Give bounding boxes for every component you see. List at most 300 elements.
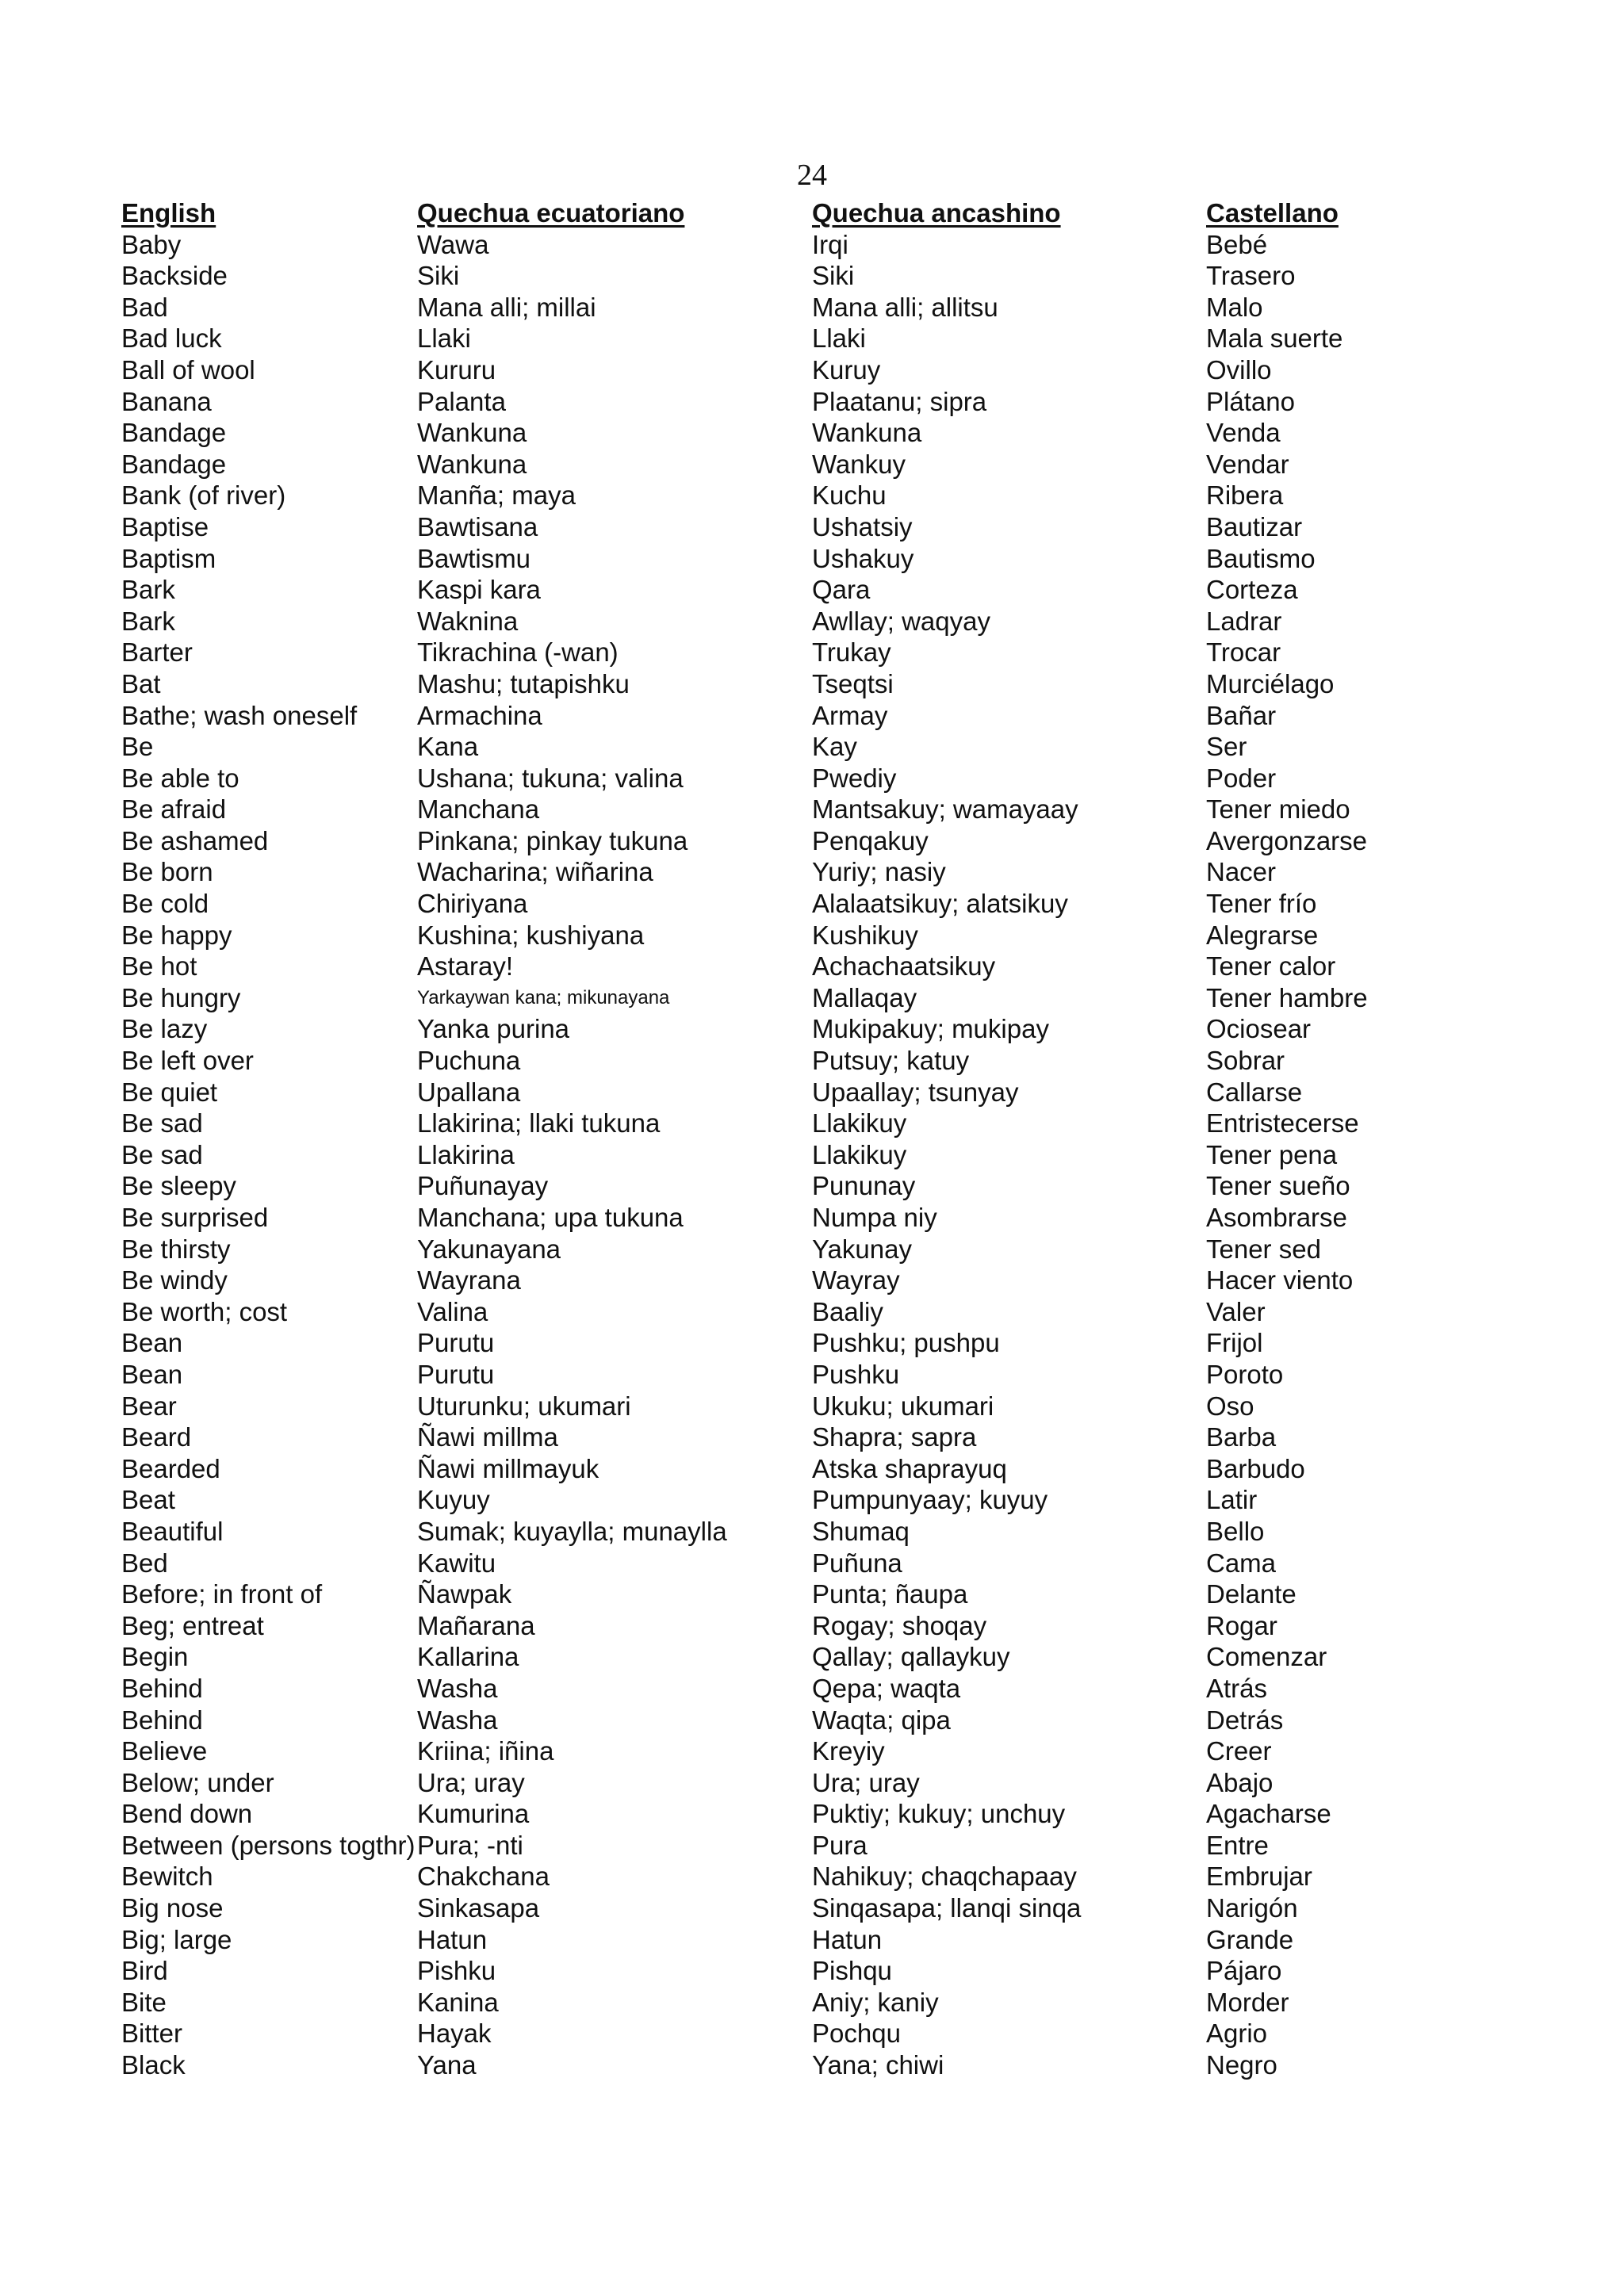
english-term: Be worth; cost (121, 1296, 288, 1326)
table-row (121, 229, 1507, 261)
castellano-term: Oso (1206, 1391, 1254, 1421)
table-row (121, 1673, 1507, 1705)
table-row (121, 888, 1507, 920)
quechua-ecuatoriano-term: Wayrana (417, 1265, 521, 1295)
english-term: Bean (121, 1359, 183, 1389)
table-row (121, 1265, 1507, 1296)
quechua-ecuatoriano-term: Siki (417, 261, 460, 291)
quechua-ecuatoriano-term: Washa (417, 1705, 498, 1735)
english-term: Bat (121, 668, 161, 698)
quechua-ecuatoriano-term: Washa (417, 1673, 498, 1703)
quechua-ancashino-term: Shumaq (812, 1516, 910, 1546)
english-term: Be thirsty (121, 1234, 231, 1264)
english-term: Be sad (121, 1139, 203, 1169)
english-term: Bark (121, 575, 175, 605)
quechua-ecuatoriano-term: Chiriyana (417, 889, 528, 919)
english-term: Be able to (121, 763, 239, 793)
english-term: Beg; entreat (121, 1610, 264, 1640)
english-term: Be born (121, 857, 213, 887)
castellano-term: Latir (1206, 1485, 1258, 1515)
castellano-term: Bautismo (1206, 543, 1316, 573)
quechua-ecuatoriano-term: Wankuna (417, 449, 527, 479)
column-header-quechua-ancashino: Quechua ancashino (812, 198, 1061, 228)
quechua-ecuatoriano-term: Valina (417, 1296, 488, 1326)
castellano-term: Agrio (1206, 2019, 1268, 2049)
quechua-ecuatoriano-term: Sinkasapa (417, 1893, 540, 1923)
table-row (121, 982, 1507, 1014)
page-number: 24 (797, 159, 827, 192)
table-row (121, 1798, 1507, 1830)
english-term: Before; in front of (121, 1579, 323, 1609)
quechua-ecuatoriano-term: Ñawpak (417, 1579, 512, 1609)
table-row (121, 1987, 1507, 2019)
quechua-ancashino-term: Pushku (812, 1359, 900, 1389)
quechua-ecuatoriano-term: Kawitu (417, 1548, 496, 1578)
table-row (121, 1170, 1507, 1202)
quechua-ancashino-term: Mana alli; allitsu (812, 292, 998, 322)
castellano-term: Tener hambre (1206, 982, 1368, 1012)
quechua-ancashino-term: Puñuna (812, 1548, 902, 1578)
castellano-term: Negro (1206, 2050, 1277, 2080)
quechua-ancashino-term: Yana; chiwi (812, 2050, 944, 2080)
english-term: Be hungry (121, 982, 241, 1012)
english-term: Bearded (121, 1453, 220, 1483)
english-term: Banana (121, 386, 212, 416)
castellano-term: Ser (1206, 732, 1247, 762)
castellano-term: Ladrar (1206, 606, 1282, 636)
quechua-ecuatoriano-term: Kanina (417, 1987, 499, 2017)
quechua-ancashino-term: Ukuku; ukumari (812, 1391, 994, 1421)
castellano-term: Bautizar (1206, 511, 1303, 541)
column-header-quechua-ecuatoriano: Quechua ecuatoriano (417, 198, 685, 228)
quechua-ecuatoriano-term: Hayak (417, 2019, 492, 2049)
english-term: Black (121, 2050, 186, 2080)
quechua-ecuatoriano-term: Purutu (417, 1328, 495, 1358)
castellano-term: Ribera (1206, 480, 1284, 511)
quechua-ancashino-term: Pochqu (812, 2019, 901, 2049)
castellano-term: Rogar (1206, 1610, 1277, 1640)
quechua-ecuatoriano-term: Llaki (417, 323, 471, 354)
english-term: Bad luck (121, 323, 222, 354)
quechua-ecuatoriano-term: Yanka purina (417, 1014, 570, 1044)
castellano-term: Poder (1206, 763, 1277, 793)
quechua-ancashino-term: Rogay; shoqay (812, 1610, 987, 1640)
castellano-term: Tener sed (1206, 1234, 1321, 1264)
quechua-ancashino-term: Sinqasapa; llanqi sinqa (812, 1893, 1082, 1923)
quechua-ecuatoriano-term: Pinkana; pinkay tukuna (417, 825, 688, 855)
quechua-ecuatoriano-term: Upallana (417, 1077, 521, 1107)
castellano-term: Corteza (1206, 575, 1298, 605)
castellano-term: Trocar (1206, 637, 1281, 668)
quechua-ancashino-term: Llakikuy (812, 1139, 907, 1169)
english-term: Be hot (121, 951, 197, 982)
quechua-ecuatoriano-term: Ura; uray (417, 1767, 525, 1797)
table-row (121, 1108, 1507, 1139)
quechua-ancashino-term: Kreyiy (812, 1736, 885, 1766)
table-row (121, 856, 1507, 888)
castellano-term: Ovillo (1206, 354, 1272, 385)
castellano-term: Malo (1206, 292, 1263, 322)
table-row (121, 1202, 1507, 1234)
quechua-ancashino-term: Wankuna (812, 418, 922, 448)
quechua-ecuatoriano-term: Kuyuy (417, 1485, 490, 1515)
castellano-term: Entre (1206, 1830, 1269, 1860)
quechua-ecuatoriano-term: Mañarana (417, 1610, 535, 1640)
quechua-ecuatoriano-term: Pishku (417, 1956, 496, 1986)
quechua-ancashino-term: Irqi (812, 229, 848, 259)
quechua-ancashino-term: Qara (812, 575, 871, 605)
table-row (121, 1327, 1507, 1359)
quechua-ancashino-term: Pumpunyaay; kuyuy (812, 1485, 1048, 1515)
quechua-ancashino-term: Llakikuy (812, 1108, 907, 1138)
quechua-ecuatoriano-term: Llakirina (417, 1139, 515, 1169)
quechua-ecuatoriano-term: Bawtismu (417, 543, 531, 573)
column-header-english: English (121, 198, 216, 228)
quechua-ancashino-term: Putsuy; katuy (812, 1046, 970, 1076)
table-row (121, 1548, 1507, 1579)
castellano-term: Atrás (1206, 1673, 1268, 1703)
table-row (121, 1234, 1507, 1265)
quechua-ecuatoriano-term: Bawtisana (417, 511, 538, 541)
table-row (121, 1578, 1507, 1610)
quechua-ecuatoriano-term: Mashu; tutapishku (417, 668, 630, 698)
table-row (121, 1705, 1507, 1736)
quechua-ancashino-term: Llaki (812, 323, 866, 354)
table-row (121, 920, 1507, 951)
english-term: Bird (121, 1956, 168, 1986)
english-term: Ball of wool (121, 354, 255, 385)
english-term: Bathe; wash oneself (121, 700, 358, 730)
castellano-term: Bebé (1206, 229, 1268, 259)
table-row (121, 1359, 1507, 1391)
english-term: Be happy (121, 920, 232, 950)
column-header-castellano: Castellano (1206, 198, 1339, 228)
quechua-ecuatoriano-term: Kushina; kushiyana (417, 920, 645, 950)
quechua-ancashino-term: Pwediy (812, 763, 897, 793)
castellano-term: Hacer viento (1206, 1265, 1354, 1295)
castellano-term: Narigón (1206, 1893, 1298, 1923)
quechua-ecuatoriano-term: Kumurina (417, 1799, 530, 1829)
table-row (121, 1296, 1507, 1328)
table-row (121, 951, 1507, 982)
castellano-term: Valer (1206, 1296, 1266, 1326)
quechua-ancashino-term: Pishqu (812, 1956, 892, 1986)
table-row (121, 794, 1507, 825)
english-term: Bend down (121, 1799, 253, 1829)
table-row (121, 1077, 1507, 1108)
table-row (121, 292, 1507, 323)
glossary-table (121, 197, 1507, 2081)
quechua-ancashino-term: Waqta; qipa (812, 1705, 951, 1735)
castellano-term: Detrás (1206, 1705, 1284, 1735)
castellano-term: Barbudo (1206, 1453, 1305, 1483)
english-term: Bed (121, 1548, 168, 1578)
english-term: Be quiet (121, 1077, 218, 1107)
table-row (121, 1767, 1507, 1799)
table-row (121, 1955, 1507, 1987)
english-term: Beat (121, 1485, 175, 1515)
quechua-ancashino-term: Yakunay (812, 1234, 912, 1264)
quechua-ancashino-term: Numpa niy (812, 1203, 937, 1232)
castellano-term: Cama (1206, 1548, 1277, 1578)
castellano-term: Plátano (1206, 386, 1295, 416)
table-row (121, 260, 1507, 292)
table-row (121, 543, 1507, 575)
english-term: Be windy (121, 1265, 228, 1295)
castellano-term: Abajo (1206, 1767, 1274, 1797)
quechua-ancashino-term: Plaatanu; sipra (812, 386, 987, 416)
english-term: Barter (121, 637, 193, 668)
table-row (121, 606, 1507, 637)
english-term: Be cold (121, 889, 209, 919)
quechua-ecuatoriano-term: Yakunayana (417, 1234, 561, 1264)
quechua-ecuatoriano-term: Manchana; upa tukuna (417, 1203, 684, 1232)
quechua-ancashino-term: Mantsakuy; wamayaay (812, 794, 1078, 825)
castellano-term: Frijol (1206, 1328, 1263, 1358)
quechua-ecuatoriano-term: Manchana (417, 794, 540, 825)
quechua-ancashino-term: Mukipakuy; mukipay (812, 1014, 1049, 1044)
header-row (121, 197, 1507, 229)
english-term: Behind (121, 1673, 203, 1703)
castellano-term: Morder (1206, 1987, 1289, 2017)
quechua-ancashino-term: Wankuy (812, 449, 906, 479)
quechua-ecuatoriano-term: Sumak; kuyaylla; munaylla (417, 1516, 727, 1546)
quechua-ancashino-term: Puktiy; kukuy; unchuy (812, 1799, 1066, 1829)
table-row (121, 1391, 1507, 1422)
table-row (121, 2018, 1507, 2049)
english-term: Be sad (121, 1108, 203, 1138)
quechua-ecuatoriano-term: Ushana; tukuna; valina (417, 763, 684, 793)
quechua-ancashino-term: Atska shaprayuq (812, 1453, 1007, 1483)
quechua-ecuatoriano-term: Kana (417, 732, 479, 762)
table-row (121, 637, 1507, 668)
quechua-ancashino-term: Ushatsiy (812, 511, 913, 541)
table-row (121, 763, 1507, 794)
quechua-ancashino-term: Upaallay; tsunyay (812, 1077, 1019, 1107)
quechua-ecuatoriano-term: Astaray! (417, 951, 514, 982)
table-row (121, 1924, 1507, 1956)
castellano-term: Delante (1206, 1579, 1297, 1609)
english-term: Bear (121, 1391, 177, 1421)
english-term: Bite (121, 1987, 167, 2017)
quechua-ancashino-term: Kuruy (812, 354, 881, 385)
english-term: Beautiful (121, 1516, 224, 1546)
english-term: Baby (121, 229, 182, 259)
castellano-term: Tener pena (1206, 1139, 1338, 1169)
table-row (121, 731, 1507, 763)
table-row (121, 700, 1507, 732)
table-row (121, 1045, 1507, 1077)
castellano-term: Embrujar (1206, 1862, 1312, 1892)
quechua-ancashino-term: Achachaatsikuy (812, 951, 996, 982)
castellano-term: Asombrarse (1206, 1203, 1347, 1232)
quechua-ecuatoriano-term: Uturunku; ukumari (417, 1391, 631, 1421)
table-row (121, 386, 1507, 418)
quechua-ecuatoriano-term: Chakchana (417, 1862, 550, 1892)
table-row (121, 668, 1507, 700)
quechua-ecuatoriano-term: Ñawi millmayuk (417, 1453, 599, 1483)
castellano-term: Grande (1206, 1924, 1294, 1954)
english-term: Believe (121, 1736, 208, 1766)
quechua-ancashino-term: Kushikuy (812, 920, 918, 950)
quechua-ecuatoriano-term: Armachina (417, 700, 542, 730)
english-term: Big; large (121, 1924, 232, 1954)
quechua-ancashino-term: Baaliy (812, 1296, 883, 1326)
quechua-ancashino-term: Ura; uray (812, 1767, 920, 1797)
castellano-term: Tener frío (1206, 889, 1317, 919)
english-term: Be ashamed (121, 825, 269, 855)
quechua-ancashino-term: Wayray (812, 1265, 900, 1295)
quechua-ecuatoriano-term: Purutu (417, 1359, 495, 1389)
castellano-term: Agacharse (1206, 1799, 1331, 1829)
quechua-ancashino-term: Qepa; waqta (812, 1673, 961, 1703)
table-row (121, 1641, 1507, 1673)
quechua-ecuatoriano-term: Yana (417, 2050, 477, 2080)
castellano-term: Avergonzarse (1206, 825, 1368, 855)
castellano-term: Murciélago (1206, 668, 1335, 698)
castellano-term: Nacer (1206, 857, 1277, 887)
quechua-ancashino-term: Qallay; qallaykuy (812, 1642, 1010, 1672)
quechua-ancashino-term: Pushku; pushpu (812, 1328, 1000, 1358)
table-row (121, 1830, 1507, 1862)
english-term: Baptise (121, 511, 209, 541)
quechua-ecuatoriano-term: Wawa (417, 229, 489, 259)
quechua-ancashino-term: Punta; ñaupa (812, 1579, 968, 1609)
english-term: Be lazy (121, 1014, 208, 1044)
quechua-ancashino-term: Siki (812, 261, 855, 291)
quechua-ancashino-term: Kay (812, 732, 857, 762)
english-term: Bean (121, 1328, 183, 1358)
table-row (121, 574, 1507, 606)
table-row (121, 1861, 1507, 1892)
quechua-ecuatoriano-term: Kururu (417, 354, 496, 385)
quechua-ancashino-term: Aniy; kaniy (812, 1987, 939, 2017)
english-term: Be sleepy (121, 1171, 236, 1201)
quechua-ancashino-term: Mallaqay (812, 982, 917, 1012)
table-row (121, 1139, 1507, 1171)
table-row (121, 1484, 1507, 1516)
castellano-term: Alegrarse (1206, 920, 1319, 950)
english-term: Bitter (121, 2019, 183, 2049)
quechua-ancashino-term: Shapra; sapra (812, 1422, 977, 1452)
quechua-ecuatoriano-term: Yarkaywan kana; mikunayana (417, 986, 670, 1008)
castellano-term: Mala suerte (1206, 323, 1343, 354)
english-term: Be afraid (121, 794, 227, 825)
table-row (121, 323, 1507, 354)
quechua-ecuatoriano-term: Waknina (417, 606, 519, 636)
quechua-ecuatoriano-term: Ñawi millma (417, 1422, 558, 1452)
quechua-ancashino-term: Awllay; waqyay (812, 606, 990, 636)
english-term: Bank (of river) (121, 480, 286, 511)
quechua-ecuatoriano-term: Wacharina; wiñarina (417, 857, 653, 887)
table-row (121, 1422, 1507, 1453)
english-term: Big nose (121, 1893, 224, 1923)
castellano-term: Bañar (1206, 700, 1277, 730)
castellano-term: Barba (1206, 1422, 1277, 1452)
quechua-ancashino-term: Nahikuy; chaqchapaay (812, 1862, 1077, 1892)
castellano-term: Venda (1206, 418, 1281, 448)
table-row (121, 480, 1507, 511)
quechua-ecuatoriano-term: Puñunayay (417, 1171, 549, 1201)
table-row (121, 825, 1507, 857)
table-row (121, 449, 1507, 480)
quechua-ecuatoriano-term: Llakirina; llaki tukuna (417, 1108, 661, 1138)
quechua-ancashino-term: Tseqtsi (812, 668, 894, 698)
english-term: Be left over (121, 1046, 254, 1076)
table-row (121, 1013, 1507, 1045)
castellano-term: Tener calor (1206, 951, 1336, 982)
castellano-term: Creer (1206, 1736, 1272, 1766)
table-row (121, 1735, 1507, 1767)
castellano-term: Bello (1206, 1516, 1265, 1546)
castellano-term: Tener sueño (1206, 1171, 1350, 1201)
castellano-term: Poroto (1206, 1359, 1284, 1389)
english-term: Bewitch (121, 1862, 213, 1892)
castellano-term: Tener miedo (1206, 794, 1350, 825)
quechua-ecuatoriano-term: Mana alli; millai (417, 292, 596, 322)
castellano-term: Trasero (1206, 261, 1296, 291)
table-row (121, 1610, 1507, 1642)
table-row (121, 1453, 1507, 1485)
table-row (121, 511, 1507, 543)
table-row (121, 1892, 1507, 1924)
table-row (121, 417, 1507, 449)
quechua-ancashino-term: Ushakuy (812, 543, 914, 573)
english-term: Below; under (121, 1767, 274, 1797)
quechua-ecuatoriano-term: Pura; -nti (417, 1830, 523, 1860)
castellano-term: Sobrar (1206, 1046, 1285, 1076)
english-term: Behind (121, 1705, 203, 1735)
castellano-term: Callarse (1206, 1077, 1303, 1107)
quechua-ancashino-term: Pura (812, 1830, 868, 1860)
quechua-ecuatoriano-term: Kaspi kara (417, 575, 541, 605)
quechua-ancashino-term: Trukay (812, 637, 891, 668)
quechua-ecuatoriano-term: Manña; maya (417, 480, 576, 511)
castellano-term: Ociosear (1206, 1014, 1312, 1044)
english-term: Backside (121, 261, 228, 291)
english-term: Beard (121, 1422, 192, 1452)
quechua-ancashino-term: Penqakuy (812, 825, 929, 855)
quechua-ancashino-term: Alalaatsikuy; alatsikuy (812, 889, 1068, 919)
english-term: Bark (121, 606, 175, 636)
quechua-ancashino-term: Armay (812, 700, 888, 730)
english-term: Baptism (121, 543, 216, 573)
quechua-ancashino-term: Hatun (812, 1924, 883, 1954)
table-row (121, 2049, 1507, 2081)
quechua-ecuatoriano-term: Puchuna (417, 1046, 521, 1076)
quechua-ecuatoriano-term: Kriina; iñina (417, 1736, 554, 1766)
quechua-ancashino-term: Yuriy; nasiy (812, 857, 946, 887)
castellano-term: Entristecerse (1206, 1108, 1359, 1138)
quechua-ancashino-term: Pununay (812, 1171, 916, 1201)
english-term: Be surprised (121, 1203, 269, 1232)
english-term: Between (persons togthr) (121, 1830, 416, 1860)
english-term: Be (121, 732, 154, 762)
english-term: Bandage (121, 418, 227, 448)
table-row (121, 1516, 1507, 1548)
english-term: Begin (121, 1642, 189, 1672)
castellano-term: Vendar (1206, 449, 1289, 479)
glossary-body (121, 229, 1507, 2081)
quechua-ecuatoriano-term: Palanta (417, 386, 506, 416)
castellano-term: Comenzar (1206, 1642, 1327, 1672)
quechua-ecuatoriano-term: Tikrachina (-wan) (417, 637, 619, 668)
quechua-ecuatoriano-term: Wankuna (417, 418, 527, 448)
castellano-term: Pájaro (1206, 1956, 1282, 1986)
quechua-ecuatoriano-term: Hatun (417, 1924, 488, 1954)
quechua-ancashino-term: Kuchu (812, 480, 887, 511)
table-row (121, 354, 1507, 386)
